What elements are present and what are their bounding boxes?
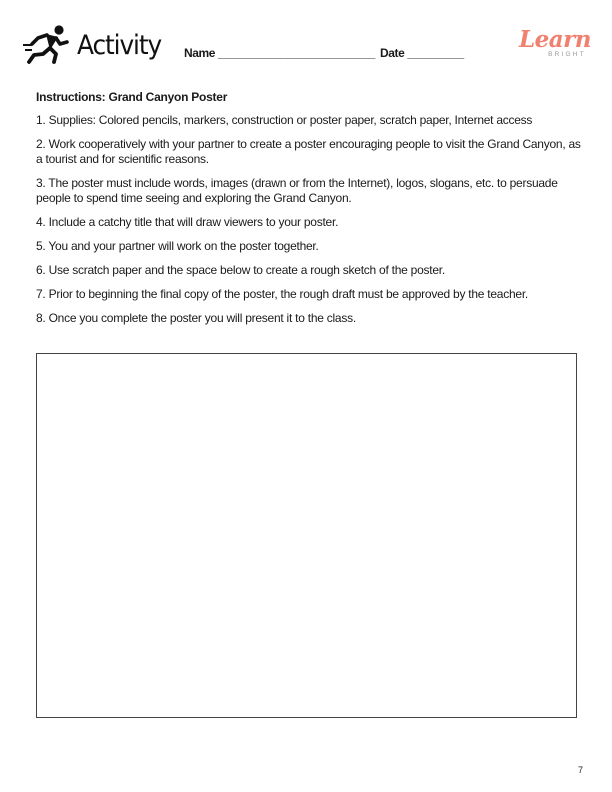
- page-number: 7: [578, 765, 584, 775]
- page-title: Activity: [77, 30, 162, 61]
- learn-bright-logo: [518, 28, 592, 68]
- logo-text: Learn: [518, 26, 592, 53]
- instruction-item: 2. Work cooperatively with your partner to create a poster encouraging people to visit the Grand Canyon, as a tourist and for scientific reasons.: [36, 137, 581, 166]
- logo-subtext: BRIGHT: [548, 51, 586, 58]
- sketch-area[interactable]: [36, 353, 577, 718]
- instruction-item: 7. Prior to beginning the final copy of the poster, the rough draft must be approved by the teacher.: [36, 287, 528, 301]
- instruction-item: 6. Use scratch paper and the space below to create a rough sketch of the poster.: [36, 263, 445, 277]
- instruction-item: 4. Include a catchy title that will draw viewers to your poster.: [36, 215, 339, 229]
- page-header: [0, 0, 612, 80]
- name-field[interactable]: Name _________________________: [184, 46, 375, 60]
- instruction-item: 5. You and your partner will work on the poster together.: [36, 239, 319, 253]
- instruction-item: 8. Once you complete the poster you will present it to the class.: [36, 311, 356, 325]
- date-field[interactable]: Date _________: [380, 46, 464, 60]
- instructions-section: [36, 90, 581, 335]
- instruction-item: 3. The poster must include words, images (drawn or from the Internet), logos, slogans, etc. to persuade people to spend time seeing and exploring the Grand Canyon.: [36, 176, 558, 205]
- running-person-icon: [22, 24, 70, 64]
- instruction-item: 1. Supplies: Colored pencils, markers, construction or poster paper, scratch paper, Internet access: [36, 113, 533, 127]
- instructions-title: Instructions: Grand Canyon Poster: [36, 90, 228, 104]
